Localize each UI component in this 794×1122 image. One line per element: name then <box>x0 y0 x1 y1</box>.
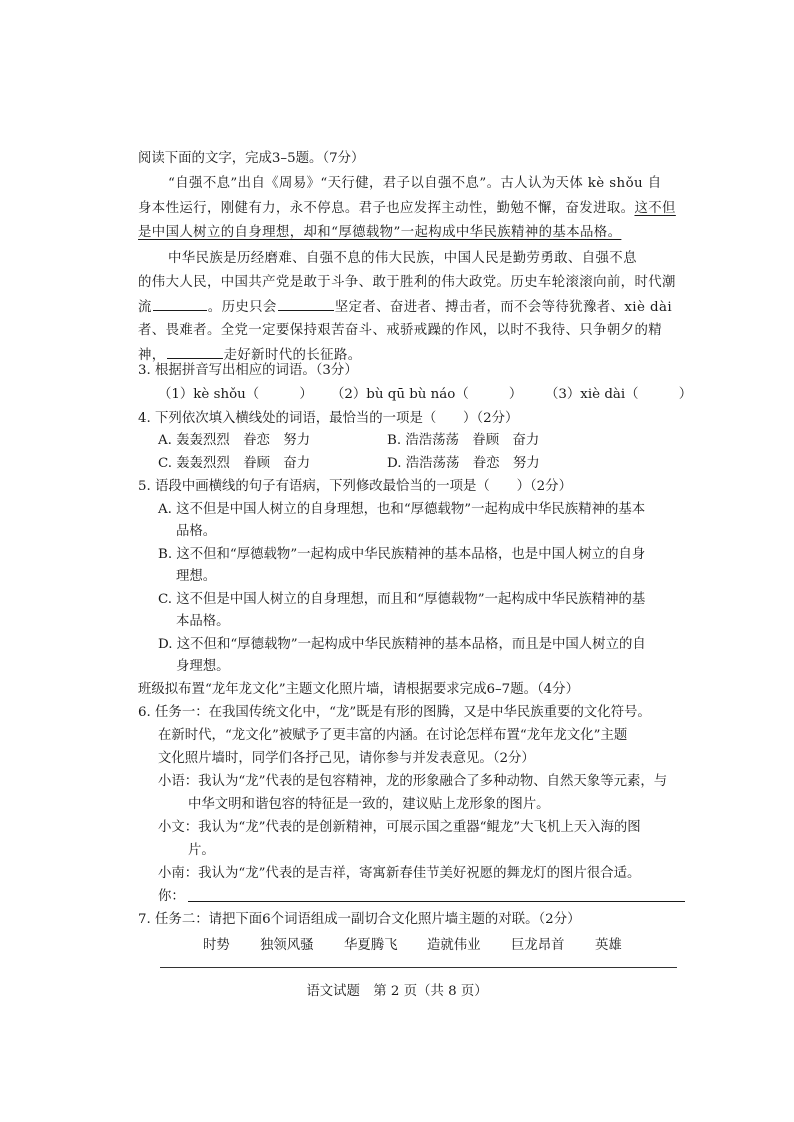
xiaoyu-line1: 小语：我认为“龙”代表的是包容精神，龙的形象融合了多种动物、自然天象等元素，与 <box>158 774 668 789</box>
xiaowen-line1: 小文：我认为“龙”代表的是创新精神，可展示国之重器“鲲龙”大飞机上天入海的图 <box>158 820 641 835</box>
q5-option-b-line1[interactable]: B. 这不但和“厚德载物”一起构成中华民族精神的基本品格，也是中国人树立的自身 <box>158 547 646 562</box>
word-6: 英雄 <box>595 938 622 953</box>
word-2: 独领风骚 <box>260 938 314 953</box>
q4-option-a[interactable]: A. 轰轰烈烈 眷恋 努力 <box>158 433 311 448</box>
q4-option-c[interactable]: C. 轰轰烈烈 眷顾 奋力 <box>158 456 311 471</box>
q5-option-a-line1[interactable]: A. 这不但是中国人树立的自身理想，也和“厚德载物”一起构成中华民族精神的基本 <box>158 502 646 517</box>
passage-p2-line3 <box>138 298 672 317</box>
q6-line3: 文化照片墙时，同学们各抒己见，请你参与并发表意见。（2分） <box>158 751 535 766</box>
passage-p2-line1: 中华民族是历经磨难、自强不息的伟大民族，中国人民是勤劳勇敢、自强不息 <box>168 251 637 266</box>
underlined-sentence-part2: 是中国人树立的自身理想，却和“厚德载物”一起构成中华民族精神的基本品格。 <box>138 225 622 240</box>
q4-option-b[interactable]: B. 浩浩荡荡 眷顾 奋力 <box>387 433 540 448</box>
q5-option-d-line2: 身理想。 <box>176 659 230 674</box>
text-liu: 流 <box>138 300 152 315</box>
text-zouhao: 走好新时代的长征路。 <box>223 348 362 363</box>
word-1: 时势 <box>203 938 230 953</box>
q7-stem: 7. 任务二：请把下面6个词语组成一副切合文化照片墙主题的对联。（2分） <box>138 912 581 927</box>
text-shen: 神， <box>138 348 166 363</box>
blank-2[interactable] <box>278 298 334 311</box>
q3-part3[interactable]: （3）xiè dài（ ） <box>545 387 693 402</box>
word-5: 巨龙昂首 <box>511 938 565 953</box>
q6-line2: 在新时代，“龙文化”被赋予了更丰富的内涵。在讨论怎样布置“龙年龙文化”主题 <box>158 728 628 743</box>
q5-option-c-line2: 本品格。 <box>176 614 230 629</box>
q3-stem: 3. 根据拼音写出相应的词语。（3分） <box>138 363 358 378</box>
reading-intro: 阅读下面的文字，完成3–5题。（7分） <box>138 151 365 166</box>
text-lishi: 。历史只会 <box>207 300 277 315</box>
word-4: 造就伟业 <box>427 938 481 953</box>
underlined-sentence-part1: 这不但 <box>634 201 676 216</box>
q5-option-b-line2: 理想。 <box>176 569 217 584</box>
you-answer-line[interactable] <box>188 901 685 902</box>
q6-line1: 6. 任务一：在我国传统文化中，“龙”既是有形的图腾，又是中华民族重要的文化符号。 <box>138 705 651 720</box>
page-footer: 语文试题 第 2 页（共 8 页） <box>306 984 488 999</box>
q5-option-a-line2: 品格。 <box>176 524 217 539</box>
passage-p1-line1: “自强不息”出自《周易》“天行健，君子以自强不息”。古人认为天体 kè shǒu 自 <box>168 176 662 191</box>
q3-part1[interactable]: （1）kè shǒu（ ） <box>158 387 313 402</box>
q4-stem: 4. 下列依次填入横线处的词语，最恰当的一项是（ ）（2分） <box>138 411 519 426</box>
passage-p1-line2 <box>138 200 676 218</box>
q5-option-d-line1[interactable]: D. 这不但和“厚德载物”一起构成中华民族精神的基本品格，而且是中国人树立的自 <box>158 637 646 652</box>
activity-intro: 班级拟布置“龙年龙文化”主题文化照片墙，请根据要求完成6–7题。（4分） <box>138 682 579 697</box>
xiaoyu-line2: 中华文明和谐包容的特征是一致的，建议贴上龙形象的图片。 <box>188 797 550 812</box>
q5-option-c-line1[interactable]: C. 这不但是中国人树立的自身理想，而且和“厚德载物”一起构成中华民族精神的基 <box>158 592 646 607</box>
passage-p2-line2: 的伟大人民，中国共产党是敢于斗争、敢于胜利的伟大政党。历史车轮滚滚向前，时代潮 <box>138 275 676 290</box>
xiaonan-line: 小南：我认为“龙”代表的是吉祥，寄寓新春佳节美好祝愿的舞龙灯的图片很合适。 <box>158 866 641 881</box>
passage-p2-line4: 者、畏难者。全党一定要保持艰苦奋斗、戒骄戒躁的作风，以时不我待、只争朝夕的精 <box>138 323 663 338</box>
q3-part2[interactable]: （2）bù qū bù náo（ ） <box>331 387 523 402</box>
q4-option-d[interactable]: D. 浩浩荡荡 眷恋 努力 <box>387 456 540 471</box>
xiaowen-line2: 片。 <box>188 843 215 858</box>
passage-p1-line2-text: 身本性运行，刚健有力，永不停息。君子也应发挥主动性，勤勉不懈，奋发进取。 <box>138 201 635 216</box>
blank-3[interactable] <box>167 346 223 359</box>
footer-divider <box>160 967 677 968</box>
you-label: 你： <box>158 889 185 904</box>
q5-stem: 5. 语段中画横线的句子有语病，下列修改最恰当的一项是（ ）（2分） <box>138 479 572 494</box>
word-3: 华夏腾飞 <box>344 938 398 953</box>
blank-1[interactable] <box>153 298 207 311</box>
text-jianding: 坚定者、奋进者、搏击者，而不会等待犹豫者、xiè dài <box>334 300 673 315</box>
